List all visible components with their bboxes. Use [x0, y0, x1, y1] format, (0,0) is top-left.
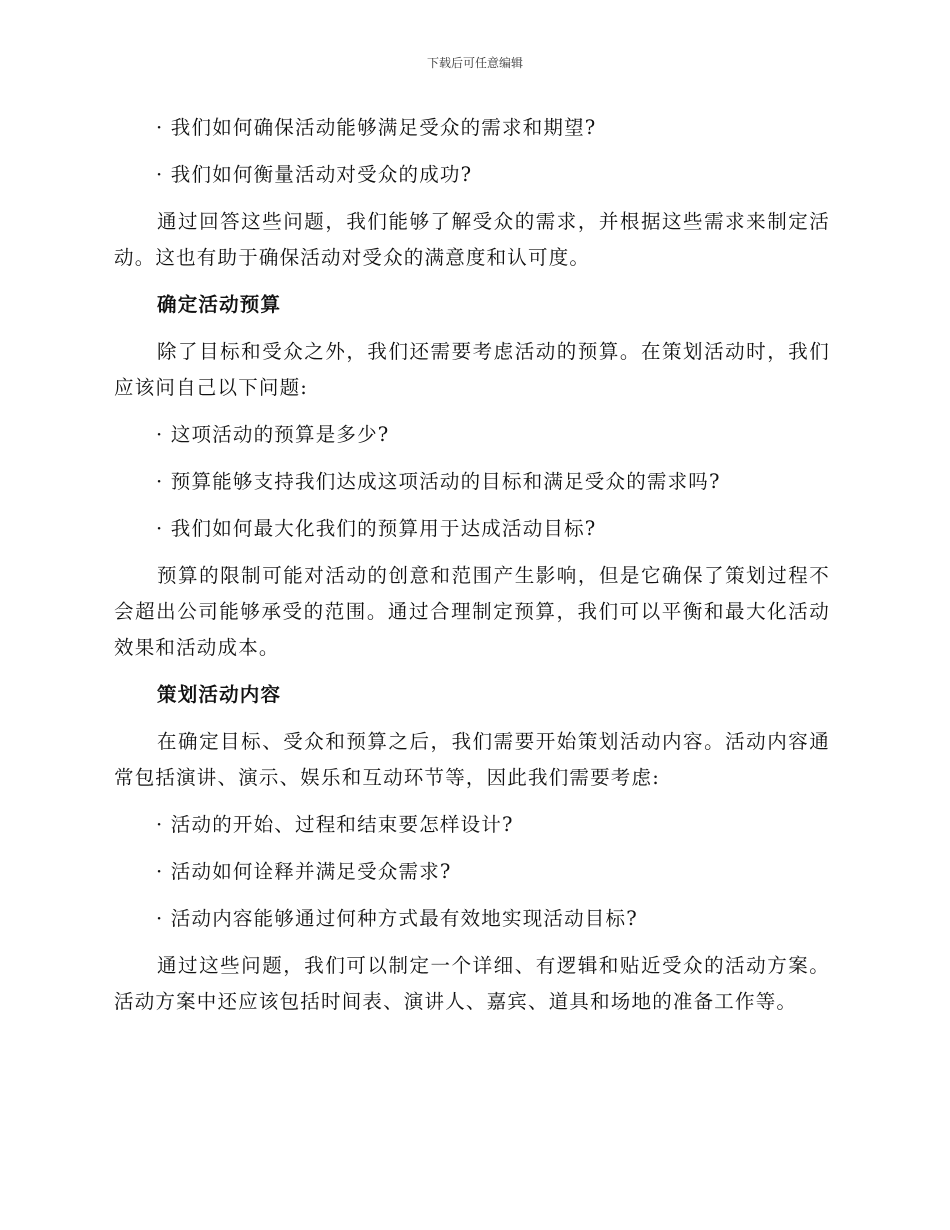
paragraph: 通过这些问题，我们可以制定一个详细、有逻辑和贴近受众的活动方案。活动方案中还应该包括时间表、演讲人、嘉宾、道具和场地的准备工作等。 — [114, 954, 830, 1013]
page-header: 下载后可任意编辑 — [426, 56, 523, 70]
paragraph: 通过回答这些问题，我们能够了解受众的需求，并根据这些需求来制定活动。这也有助于确保活动对受众的满意度和认可度。 — [114, 210, 830, 269]
bullet-item: · 我们如何衡量活动对受众的成功? — [156, 163, 473, 186]
bullet-item: · 我们如何最大化我们的预算用于达成活动目标? — [156, 517, 597, 540]
paragraph: 预算的限制可能对活动的创意和范围产生影响，但是它确保了策划过程不会超出公司能够承受的范围。通过合理制定预算，我们可以平衡和最大化活动效果和活动成本。 — [114, 564, 830, 659]
section-heading: 确定活动预算 — [157, 293, 282, 316]
section-heading: 策划活动内容 — [157, 683, 282, 706]
paragraph: 除了目标和受众之外，我们还需要考虑活动的预算。在策划活动时，我们应该问自己以下问题: — [114, 340, 830, 399]
document-body — [114, 110, 830, 1031]
bullet-item: · 这项活动的预算是多少? — [156, 423, 390, 446]
paragraph: 在确定目标、受众和预算之后，我们需要开始策划活动内容。活动内容通常包括演讲、演示、娱乐和互动环节等，因此我们需要考虑: — [114, 730, 830, 789]
bullet-item: · 活动的开始、过程和结束要怎样设计? — [156, 813, 514, 836]
bullet-item: · 活动如何诠释并满足受众需求? — [156, 860, 452, 883]
bullet-item: · 活动内容能够通过何种方式最有效地实现活动目标? — [156, 907, 638, 930]
bullet-item: · 我们如何确保活动能够满足受众的需求和期望? — [156, 116, 597, 139]
bullet-item: · 预算能够支持我们达成这项活动的目标和满足受众的需求吗? — [156, 470, 721, 493]
